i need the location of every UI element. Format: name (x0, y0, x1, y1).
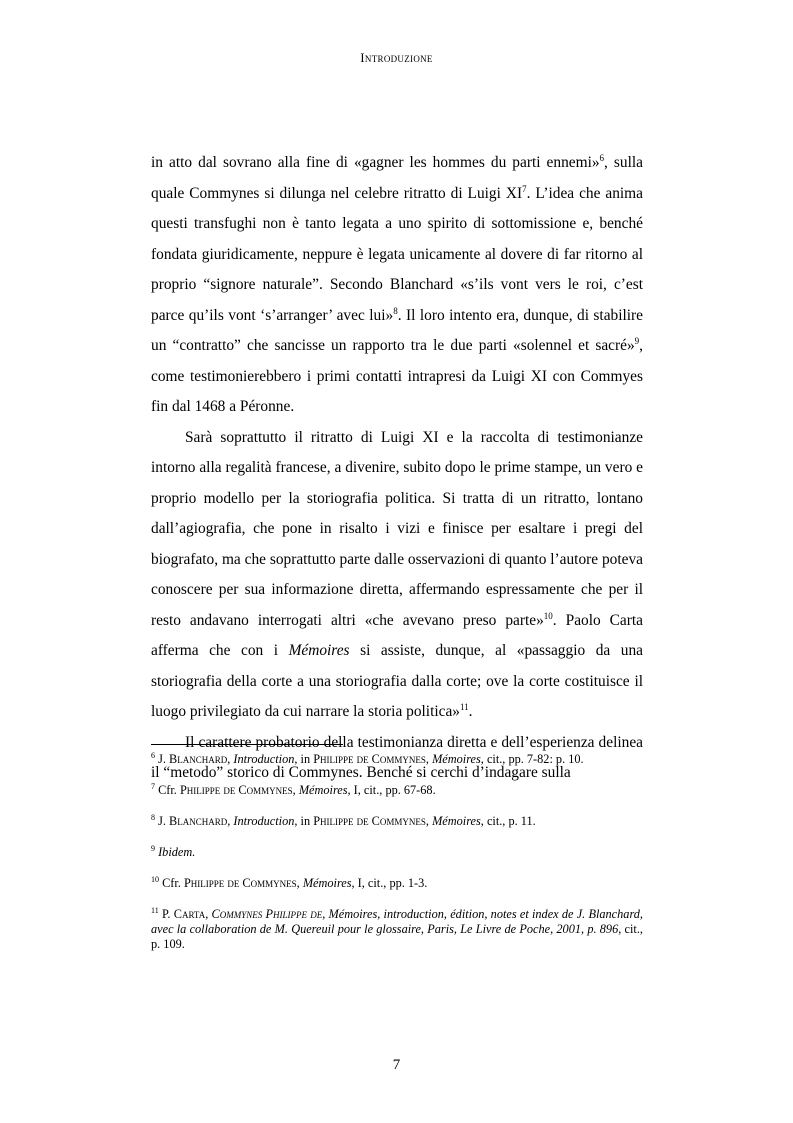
italic-title: Mémoires, introduction, édition, notes et index de J. Blanchard, avec la collaboration de M. Quereuil pour le glossaire, Paris, Le Livre de Poche, 2001, p. 896 (151, 907, 643, 936)
author-name: Philippe de Commynes (183, 876, 297, 890)
footnote-ref-10[interactable]: 10 (543, 610, 553, 621)
author-name: Philippe de Commynes (313, 814, 426, 828)
italic-title: Mémoires, (302, 876, 355, 890)
text-run: J. (158, 752, 170, 766)
footnote-ref-6[interactable]: 6 (599, 153, 605, 163)
italic-title: Mémoires (288, 642, 350, 659)
text-run: Il carattere probatorio della testimonianza diretta e dell’esperienza delinea il “metodo” storico di Commynes. Benché si cerchi d’indagare sulla (151, 733, 643, 781)
italic-title: Mémoires (432, 814, 481, 828)
text-run: P. (161, 907, 174, 921)
footnote-number: 8 (151, 813, 155, 822)
footnote-ref-11[interactable]: 11 (460, 702, 469, 712)
footnote-number: 10 (151, 875, 159, 884)
footnote-7 (151, 783, 643, 798)
footnote-11 (151, 907, 643, 952)
text-run: , (425, 814, 433, 828)
text-run: . L’idea che anima questi transfughi non è tanto legata a uno spirito di sottomissione e, benché fondata giuridicamente, neppure è legata unicamente al dovere di far ritorno al proprio “signore naturale”. Secondo Blanchard «s’ils vont vers le roi, c’est parce qu’ils vont ‘s’arranger’ avec lui» (151, 184, 643, 324)
text-run: , cit., p. 11. (480, 814, 536, 828)
text-run: , sulla quale Commynes si dilunga nel celebre ritratto di Luigi XI (151, 154, 643, 202)
author-name: Carta (173, 907, 206, 921)
text-run: . (468, 703, 473, 720)
italic-title: Mémoires (432, 752, 481, 766)
footnote-10 (151, 876, 643, 891)
paragraph-2 (151, 423, 643, 728)
italic-author-name: Commynes Philippe de, (211, 907, 326, 921)
footnotes (151, 752, 643, 968)
author-name: Blanchard (169, 752, 228, 766)
footnote-number: 7 (151, 782, 155, 791)
text-run: , come testimonierebbero i primi contatti intrapresi da Luigi XI con Commyes fin dal 1468 a Péronne. (151, 337, 643, 415)
text-run: I, cit., pp. 67-68. (350, 783, 436, 797)
text-run: , in (294, 752, 314, 766)
text-run: , (227, 752, 234, 766)
footnote-number: 6 (151, 751, 155, 760)
author-name: Philippe de Commynes (313, 752, 426, 766)
text-run: , (292, 783, 299, 797)
footnote-number: 11 (151, 906, 159, 915)
footnote-ref-7[interactable]: 7 (522, 183, 527, 194)
body-text (151, 148, 643, 789)
paragraph-1 (151, 148, 643, 423)
italic-title: Ibidem. (158, 845, 196, 859)
footnote-9 (151, 845, 643, 860)
running-head-title: ntroduzione (364, 50, 433, 65)
text-run: Sarà soprattutto il ritratto di Luigi XI e la raccolta di testimonianze intorno alla regalità francese, a divenire, subito dopo le prime stampe, un vero e proprio modello per la storiografia politica. Si tratta di un ritratto, lontano dall’agiografia, che pone in risalto i vizi e finisce per esaltare i pregi del biografato, ma che soprattutto parte dalle osservazioni di quanto l’autore poteva conoscere per sua informazione diretta, affermando espressamente che per il resto andavano interrogati altri «che avevano preso parte» (151, 428, 643, 629)
italic-title: Introduction (233, 752, 295, 766)
text-run: , cit., pp. 7-82: p. 10. (480, 752, 584, 766)
italic-title: Mémoires, (298, 783, 351, 797)
text-run: J. (158, 814, 170, 828)
text-run: in atto dal sovrano alla fine di «gagner les hommes du parti ennemi» (151, 154, 600, 171)
footnote-ref-9[interactable]: 9 (634, 336, 640, 346)
footnote-ref-8[interactable]: 8 (393, 305, 398, 316)
text-run: si assiste, dunque, al «passaggio da una storiografia della corte a una storiografia dalla corte; ove la corte costituisce il luogo privilegiato da cui narrare la storia politica» (151, 642, 643, 720)
text-run: . Paolo Carta afferma che con i (151, 611, 644, 659)
footnote-8 (151, 814, 643, 829)
author-name: Philippe de Commynes (179, 783, 293, 797)
text-run: , (425, 752, 433, 766)
text-run: Cfr. (158, 783, 180, 797)
running-head (0, 50, 793, 66)
footnote-number: 9 (151, 844, 155, 853)
author-name: Blanchard (169, 814, 228, 828)
page-number: 7 (392, 1057, 401, 1073)
running-head-initial: I (360, 50, 365, 65)
footnote-separator (151, 744, 343, 745)
text-run: , (227, 814, 234, 828)
text-run: , cit., p. 109. (151, 922, 643, 951)
text-run: , (205, 907, 212, 921)
italic-title: Introduction (233, 814, 295, 828)
text-run: I, cit., pp. 1-3. (354, 876, 428, 890)
text-run: , (296, 876, 303, 890)
footnote-6 (151, 752, 643, 767)
text-run: , in (294, 814, 314, 828)
text-run: Cfr. (162, 876, 184, 890)
text-run: . Il loro intento era, dunque, di stabilire un “contratto” che sancisse un rapporto tra le due parti «solennel et sacré» (151, 306, 644, 354)
